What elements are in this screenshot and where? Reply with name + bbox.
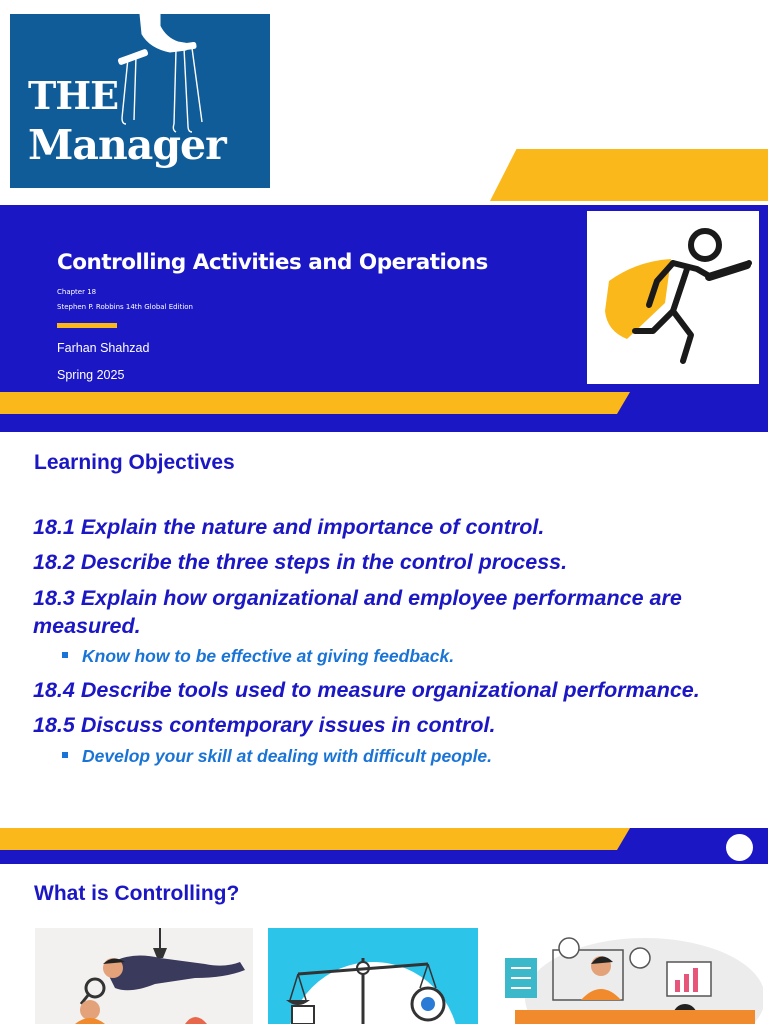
yellow-accent-stripe (490, 149, 768, 201)
spy-illustration (35, 928, 253, 1024)
title-accent-line (57, 323, 117, 328)
objective-item: 18.2 Describe the three steps in the control process. (33, 550, 568, 574)
logo-manager-text: Manager (28, 121, 226, 169)
sub-point-item (62, 745, 492, 767)
objective-item: 18.3 Explain how organizational and employee performance are measured. (33, 586, 682, 638)
the-manager-logo (10, 14, 270, 188)
scale-illustration (268, 928, 478, 1024)
analytics-illustration (495, 928, 763, 1024)
what-is-controlling-heading: What is Controlling? (34, 882, 240, 905)
sub-point-item (62, 645, 454, 667)
slide-title: Controlling Activities and Operations (57, 250, 488, 275)
edition-label: Stephen P. Robbins 14th Global Edition (57, 303, 193, 311)
divider-circle (726, 834, 753, 861)
section-divider-yellow-stripe (0, 828, 630, 850)
term-label: Spring 2025 (57, 368, 125, 382)
title-band-yellow-stripe (0, 392, 630, 414)
logo-the-text: THE (28, 73, 119, 118)
bullet-square-icon (62, 652, 68, 658)
bullet-square-icon (62, 752, 68, 758)
objective-item: 18.5 Discuss contemporary issues in control. (33, 713, 496, 737)
objective-item: 18.4 Describe tools used to measure organizational performance. (33, 678, 700, 702)
hero-image (587, 211, 759, 384)
sub-point-text: Know how to be effective at giving feedback. (82, 646, 455, 666)
author-name: Farhan Shahzad (57, 341, 150, 355)
sub-point-text: Develop your skill at dealing with difficult people. (82, 746, 493, 766)
learning-objectives-heading: Learning Objectives (34, 451, 235, 474)
objective-item: 18.1 Explain the nature and importance of control. (33, 515, 545, 539)
running-person-icon (587, 211, 759, 384)
chapter-label: Chapter 18 (57, 288, 97, 296)
